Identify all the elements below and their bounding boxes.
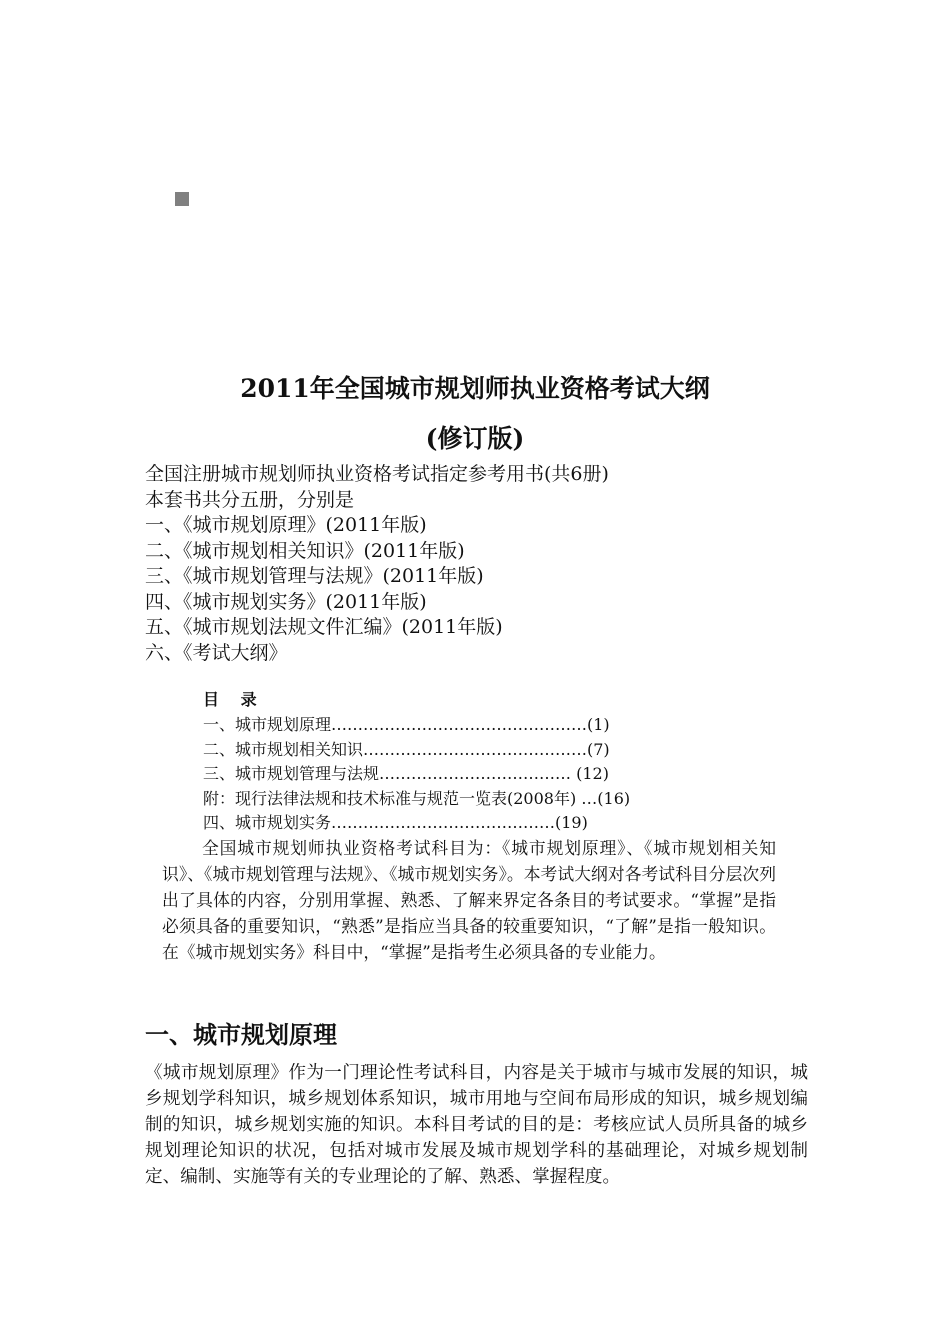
toc-item: 附：现行法律法规和技术标准与规范一览表(2008年) …(16) (203, 788, 631, 808)
toc-item: 三、城市规划管理与法规……………………………… (12) (203, 764, 609, 783)
reference-books-count: 本套书共分五册，分别是 (145, 488, 355, 511)
document-subtitle: (修订版) (425, 424, 525, 453)
section-body: 《城市规划原理》作为一门理论性考试科目，内容是关于城市与城市发展的知识，城乡规划学科知识，城乡规划体系知识，城市用地与空间布局形成的知识，城乡规划编制的知识，城乡规划实施的知识。本科目考试的目的是：考核应试人员所具备的城乡规划理论知识的状况，包括对城市发展及城市规划学科的基础理论，对城乡规划制定、编制、实施等有关的专业理论的了解、熟悉、掌握程度。 (145, 1063, 808, 1187)
toc-item: 二、城市规划相关知识……………………………………(7) (203, 739, 610, 759)
reference-book-item: 一、《城市规划原理》(2011年版) (145, 514, 427, 536)
reference-books (145, 462, 609, 666)
document-title: 2011年全国城市规划师执业资格考试大纲 (240, 374, 710, 403)
reference-books-intro: 全国注册城市规划师执业资格考试指定参考用书(共6册) (145, 463, 609, 485)
toc-item: 四、城市规划实务……………………………………(19) (203, 813, 588, 832)
toc-item: 一、城市规划原理…………………………………………(1) (203, 715, 610, 734)
toc-heading: 目 录 (203, 690, 265, 709)
reference-book-item: 二、《城市规划相关知识》(2011年版) (145, 539, 465, 562)
intro-paragraph: 全国城市规划师执业资格考试科目为：《城市规划原理》、《城市规划相关知识》、《城市规划管理与法规》、《城市规划实务》。本考试大纲对各考试科目分层次列出了具体的内容，分别用掌握、熟悉、了解来界定各条目的考试要求。“掌握”是指必须具备的重要知识，“熟悉”是指应当具备的较重要知识，“了解”是指一般知识。在《城市规划实务》科目中，“掌握”是指考生必须具备的专业能力。 (162, 838, 776, 962)
reference-book-item: 四、《城市规划实务》(2011年版) (145, 590, 427, 613)
table-of-contents (203, 688, 630, 836)
reference-book-item: 五、《城市规划法规文件汇编》(2011年版) (145, 616, 503, 638)
reference-book-item: 三、《城市规划管理与法规》(2011年版) (145, 565, 484, 587)
section-heading: 一、城市规划原理 (145, 1020, 337, 1049)
bullet-square-icon (175, 192, 189, 206)
reference-book-item: 六、《考试大纲》 (145, 641, 288, 664)
